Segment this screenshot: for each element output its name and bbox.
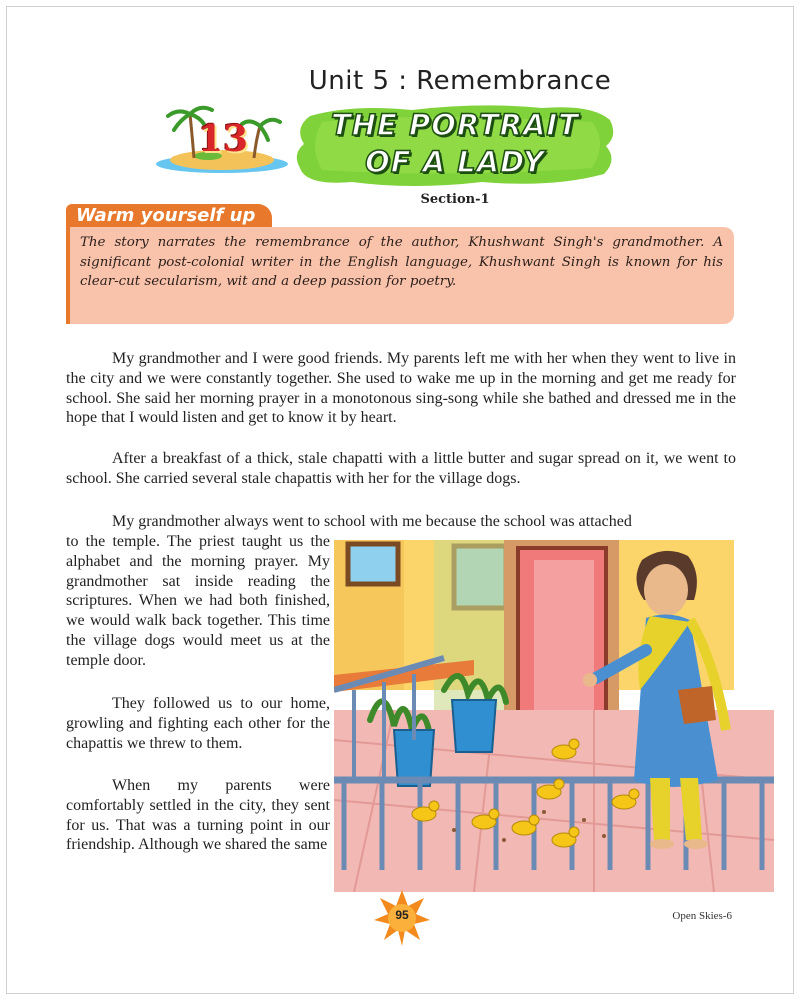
unit-title: Unit 5 : Remembrance [308,66,612,96]
grandmother-feeding-birds-illustration [334,540,774,892]
story-paragraph-2: After a breakfast of a thick, stale chapatti with a little butter and sugar spread on it, we went to school. She carried several stale chapattis with her for the village dogs. [66,450,736,487]
story-paragraph-5: When my parents were comfortably settled in the city, they sent for us. That was a turning point in our friendship. Although we shared the same [66,777,330,854]
story-paragraph-3-start: My grandmother always went to school with me because the school was attached [112,513,632,530]
page-number: 95 [395,908,409,922]
chapter-number: 13 [198,118,249,160]
warm-up-text: The story narrates the remembrance of the author, Khushwant Singh's grandmother. A significant post-colonial writer in the English language, Khushwant Singh is known for his clear-cut secularism, wit and a deep passion for poetry. [80,235,723,289]
warm-up-label: Warm yourself up [76,205,256,226]
story-title-line2: OF A LADY [365,145,545,179]
story-title-line1: THE PORTRAIT [330,108,580,142]
section-label: Section-1 [420,192,490,207]
story-paragraph-1: My grandmother and I were good friends. My parents left me with her when they went to live in the city and we were constantly together. She used to wake me up in the morning and get me ready for school. She said her morning prayer in a monotonous sing-song while she bathed and dressed me in the hope that I would listen and get to know it by heart. [66,350,736,427]
book-footer: Open Skies-6 [672,910,732,922]
story-paragraph-3-rest: to the temple. The priest taught us the alphabet and the morning prayer. My grandmother sat inside reading the scriptures. When we had both finished, we would walk back together. This time the village dogs would meet us at the temple door. [66,533,330,669]
story-paragraph-4: They followed us to our home, growling and fighting each other for the chapattis we threw to them. [66,695,330,752]
